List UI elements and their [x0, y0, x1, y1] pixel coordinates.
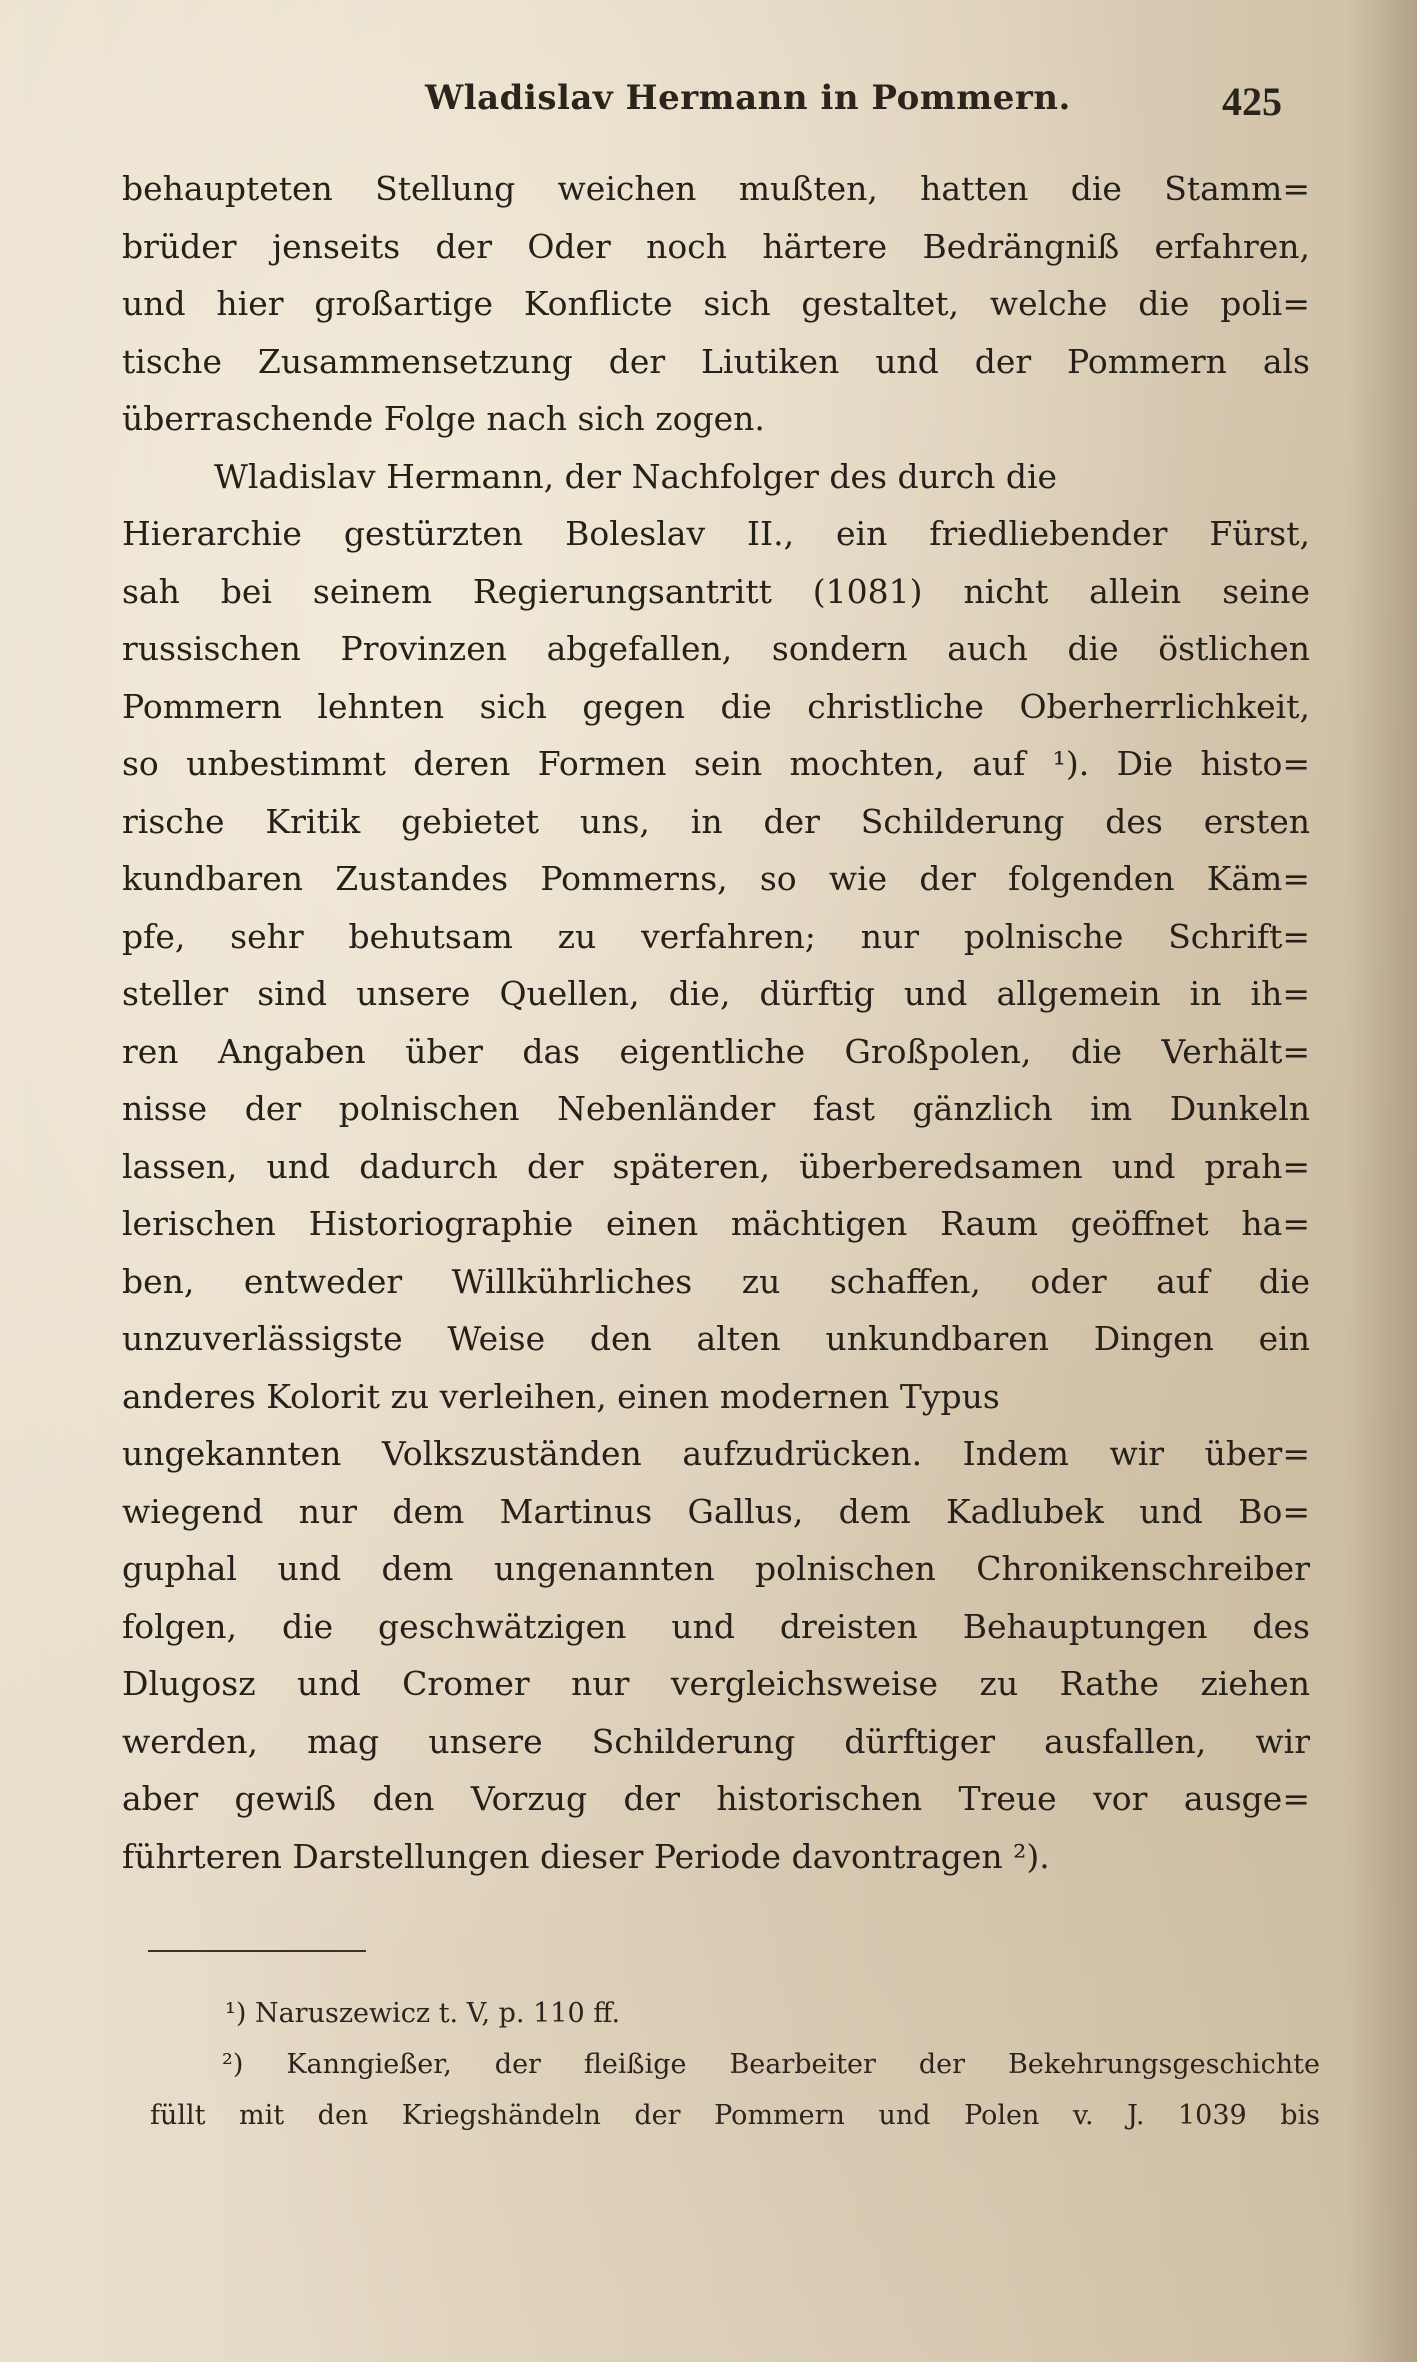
text-line: pfe, sehr behutsam zu verfahren; nur polnische Schrift= [122, 916, 1310, 956]
body-text [122, 160, 1310, 1885]
text-line: Pommern lehnten sich gegen die christliche Oberherrlichkeit, [122, 686, 1310, 726]
text-line: lassen, und dadurch der späteren, überberedsamen und prah= [122, 1146, 1310, 1186]
text-line: sah bei seinem Regierungsantritt (1081) nicht allein seine [122, 571, 1310, 611]
text-line: und hier großartige Konflicte sich gestaltet, welche die poli= [122, 284, 1310, 323]
text-line: guphal und dem ungenannten polnischen Chronikenschreiber [122, 1549, 1310, 1588]
text-line: aber gewiß den Vorzug der historischen Treue vor ausge= [122, 1779, 1310, 1818]
text-line: werden, mag unsere Schilderung dürftiger ausfallen, wir [122, 1721, 1310, 1761]
footnote-2-continuation: füllt mit den Kriegshändeln der Pommern und Polen v. J. 1039 bis [150, 2100, 1320, 2131]
text-line: überraschende Folge nach sich zogen. [122, 399, 765, 438]
text-line: ben, entweder Willkührliches zu schaffen, oder auf die [122, 1261, 1310, 1301]
text-line: folgen, die geschwätzigen und dreisten Behauptungen des [122, 1606, 1310, 1646]
text-line: rische Kritik gebietet uns, in der Schilderung des ersten [122, 801, 1310, 841]
text-line: steller sind unsere Quellen, die, dürftig und allgemein in ih= [122, 974, 1310, 1013]
text-line: nisse der polnischen Nebenländer fast gänzlich im Dunkeln [122, 1089, 1310, 1128]
paragraph-start-line: Wladislav Hermann, der Nachfolger des durch die [214, 456, 1058, 496]
text-line: ren Angaben über das eigentliche Großpolen, die Verhält= [122, 1031, 1310, 1071]
text-line: Dlugosz und Cromer nur vergleichsweise zu Rathe ziehen [122, 1664, 1310, 1703]
text-line: führteren Darstellungen dieser Periode davontragen ²). [122, 1836, 1050, 1876]
running-title: Wladislav Hermann in Pommern. [425, 78, 1071, 118]
text-line: brüder jenseits der Oder noch härtere Bedrängniß erfahren, [122, 226, 1310, 266]
text-line: lerischen Historiographie einen mächtigen Raum geöffnet ha= [122, 1204, 1310, 1243]
text-line: behaupteten Stellung weichen mußten, hatten die Stamm= [122, 169, 1310, 208]
footnote-1: ¹) Naruszewicz t. V, p. 110 ff. [225, 1998, 621, 2029]
text-line: Hierarchie gestürzten Boleslav II., ein friedliebender Fürst, [122, 514, 1310, 553]
text-line: kundbaren Zustandes Pommerns, so wie der folgenden Käm= [122, 859, 1310, 898]
page-number: 425 [1222, 79, 1282, 124]
text-line: wiegend nur dem Martinus Gallus, dem Kadlubek und Bo= [122, 1491, 1310, 1531]
text-line: ungekannten Volkszuständen aufzudrücken. Indem wir über= [122, 1434, 1310, 1473]
running-head [0, 78, 1417, 138]
text-line: so unbestimmt deren Formen sein mochten, auf ¹). Die histo= [122, 744, 1310, 783]
footnotes [150, 1988, 1320, 2141]
text-line: tische Zusammensetzung der Liutiken und der Pommern als [122, 341, 1310, 381]
text-line: russischen Provinzen abgefallen, sondern auch die östlichen [122, 629, 1310, 668]
footnote-separator [148, 1950, 366, 1952]
text-line: unzuverlässigste Weise den alten unkundbaren Dingen ein [122, 1319, 1310, 1358]
footnote-2: ²) Kanngießer, der fleißige Bearbeiter der Bekehrungsgeschichte [222, 2049, 1320, 2080]
text-line: anderes Kolorit zu verleihen, einen modernen Typus [122, 1376, 1000, 1416]
